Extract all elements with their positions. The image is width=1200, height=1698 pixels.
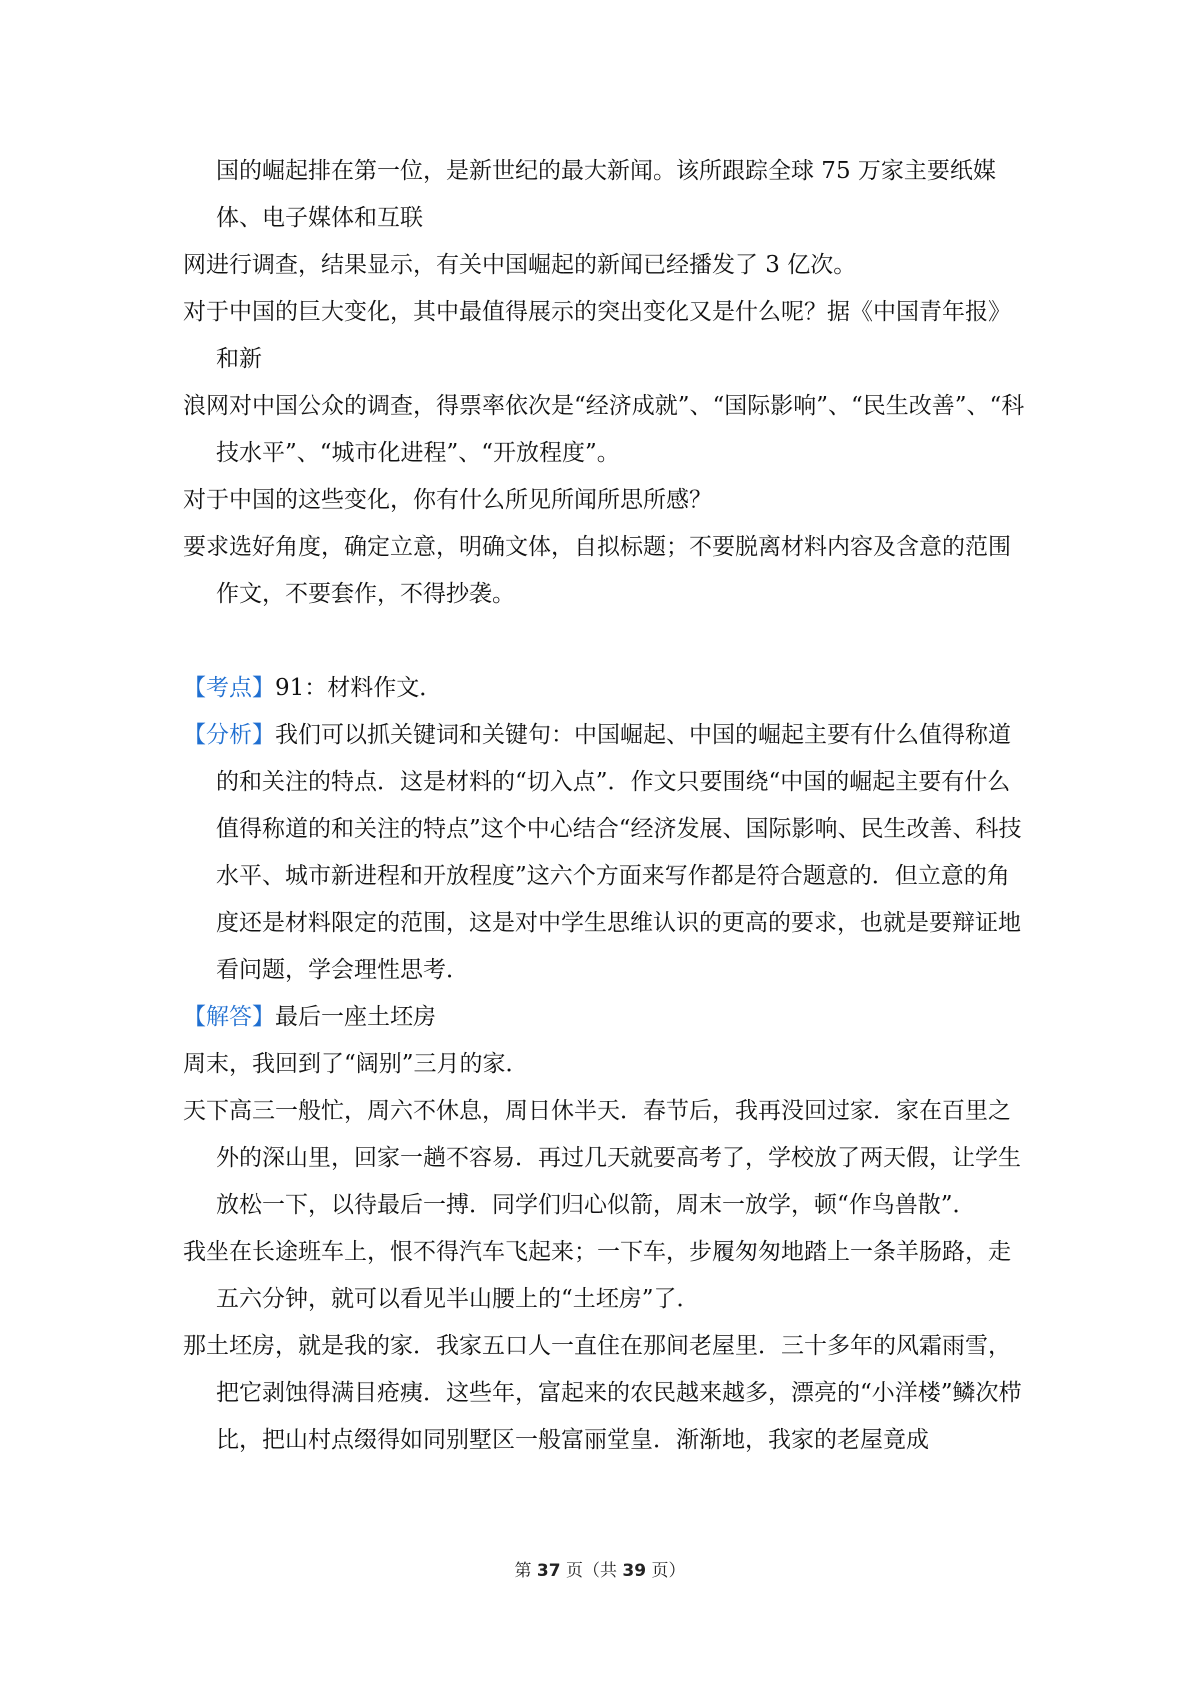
fenxi-section bbox=[183, 712, 1028, 994]
kaodian-section bbox=[183, 665, 1028, 712]
fenxi-text: 我们可以抓关键词和关键句：中国崛起、中国的崛起主要有什么值得称道的和关注的特点．这是材料的“切入点”．作文只要围绕“中国的崛起主要有什么值得称道的和关注的特点”这个中心结合“经济发展、国际影响、民生改善、科技水平、城市新进程和开放程度”这六个方面来写作都是符合题意的．但立意的角度还是材料限定的范围，这是对中学生思维认识的更高的要求，也就是要辩证地看问题，学会理性思考． bbox=[216, 722, 1022, 983]
question-line-2: 网进行调查，结果显示，有关中国崛起的新闻已经播发了 3 亿次。 bbox=[183, 252, 857, 278]
fenxi-tag: 【分析】 bbox=[183, 722, 275, 748]
page-content bbox=[183, 148, 1028, 1464]
kaodian-text: 91：材料作文． bbox=[275, 675, 443, 701]
essay-paragraph-2: 天下高三一般忙，周六不休息，周日休半天．春节后，我再没回过家．家在百里之外的深山里，回家一趟不容易．再过几天就要高考了，学校放了两天假，让学生放松一下，以待最后一搏．同学们归心似箭，周末一放学，顿“作鸟兽散”． bbox=[183, 1098, 1021, 1218]
question-line-1: 国的崛起排在第一位，是新世纪的最大新闻。该所跟踪全球 75 万家主要纸媒体、电子媒体和互联 bbox=[216, 158, 996, 231]
footer-prefix: 第 bbox=[514, 1561, 537, 1581]
essay-title: 最后一座土坯房 bbox=[275, 1004, 436, 1030]
question-line-5: 对于中国的这些变化，你有什么所见所闻所思所感？ bbox=[183, 487, 712, 513]
essay-paragraph-4: 那土坯房，就是我的家．我家五口人一直住在那间老屋里．三十多年的风霜雨雪，把它剥蚀得满目疮痍．这些年，富起来的农民越来越多，漂亮的“小洋楼”鳞次栉比，把山村点缀得如同别墅区一般富丽堂皇．渐渐地，我家的老屋竟成 bbox=[183, 1333, 1022, 1453]
question-line-3: 对于中国的巨大变化，其中最值得展示的突出变化又是什么呢？据《中国青年报》和新 bbox=[183, 299, 1011, 372]
question-line-4: 浪网对中国公众的调查，得票率依次是“经济成就”、“国际影响”、“民生改善”、“科技水平”、“城市化进程”、“开放程度”。 bbox=[183, 393, 1025, 466]
jieda-tag: 【解答】 bbox=[183, 1004, 275, 1030]
jieda-section bbox=[183, 994, 1028, 1041]
footer-total-pages: 39 bbox=[622, 1561, 647, 1581]
question-line-6: 要求选好角度，确定立意，明确文体，自拟标题；不要脱离材料内容及含意的范围作文，不要套作，不得抄袭。 bbox=[183, 534, 1011, 607]
page-footer bbox=[0, 1556, 1200, 1581]
essay-paragraph-1: 周末，我回到了“阔别”三月的家． bbox=[183, 1051, 529, 1077]
footer-current-page: 37 bbox=[536, 1561, 561, 1581]
section-gap bbox=[183, 618, 1028, 665]
footer-middle: 页（共 bbox=[560, 1561, 623, 1581]
footer-suffix: 页） bbox=[646, 1561, 686, 1581]
essay-paragraph-3: 我坐在长途班车上，恨不得汽车飞起来；一下车，步履匆匆地踏上一条羊肠路，走五六分钟，就可以看见半山腰上的“土坯房”了． bbox=[183, 1239, 1011, 1312]
kaodian-tag: 【考点】 bbox=[183, 675, 275, 701]
